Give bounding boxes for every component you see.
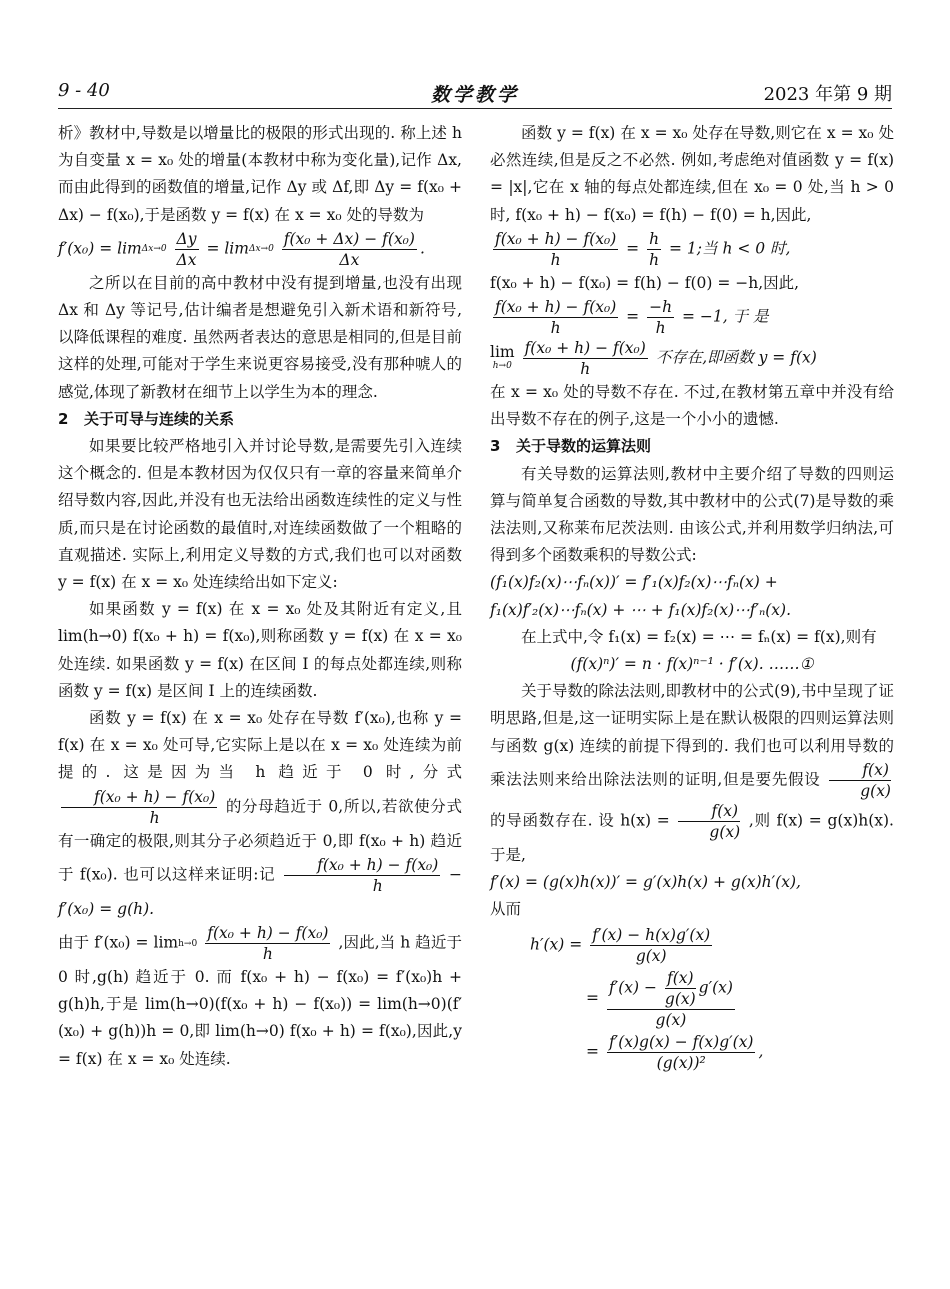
paragraph: 如果要比较严格地引入并讨论导数,是需要先引入连续这个概念的. 但是本教材因为仅仅只有一章的容量来简单介绍导数内容,因此,并没有也无法给出函数连续性的定义与性质,而只是在讨论函数的最值时,对连续函数做了一个粗略的直观描述. 实际上,利用定义导数的方式,我们也可以对函数 y = f(x) 在 x = x₀ 处连续给出如下定义: bbox=[58, 437, 462, 592]
equation-line: $\frac{\text{f(x₀ + h) − f(x₀)}}{h}$ = $\frac{h}{h}$ = 1;当 h < 0 时, bbox=[495, 229, 791, 269]
section-heading: 3 关于导数的运算法则 bbox=[490, 437, 652, 456]
journal-title: 数学教学 bbox=[430, 84, 519, 106]
paragraph: f(x₀ + h) − f(x₀) = f(h) − f(0) = −h,因此, bbox=[490, 273, 800, 292]
paragraph: 如果函数 y = f(x) 在 x = x₀ 处及其附近有定义,且 lim(h→0) f(x₀ + h) = f(x₀),则称函数 y = f(x) 在 x = x₀ 处连续. 如果函数 y = f(x) 在区间 I 的每点处都连续,则称函数 y = f(x) 是区间 I 上的连续函数. bbox=[58, 600, 462, 700]
power-formula: (f(x)ⁿ)′ = n · f(x)ⁿ⁻¹ · f′(x). ……① bbox=[570, 655, 814, 674]
paragraph: 由于 f′(x₀) = lim h→0 $\frac{\text{f(x₀ + h) − f(x₀)}}{h}$ ,因此,当 h 趋近于 0 时,g(h) 趋近于 0. 而 f(x₀ + h) − f(x₀) = f′(x₀)h + g(h)h,于是 lim(h→0)(f(x₀ + h) − f(x₀)) = lim(h→0)(f′(x₀) + g(h))h = 0,即 lim(h→0) f(x₀ + h) = f(x₀),因此,y = f(x) 在 x = x₀ 处连续. bbox=[58, 924, 462, 1068]
paragraph: 函数 y = f(x) 在 x = x₀ 处存在导数,则它在 x = x₀ 处必然连续,但是反之不必然. 例如,考虑绝对值函数 y = f(x) = |x|,它在 x 轴的每点处都连续,但在 x₀ = 0 处,当 h > 0 时, f(x₀ + h) − f(x₀) = f(h) − f(0) = h,因此, bbox=[490, 124, 894, 224]
product-rule-equation: f′(x) = (g(x)h(x))′ = g′(x)h(x) + g(x)h′(x), bbox=[490, 873, 801, 892]
page-number: 9 - 40 bbox=[58, 80, 110, 101]
paragraph: 之所以在目前的高中教材中没有提到增量,也没有出现 Δx 和 Δy 等记号,估计编者是想避免引入新术语和新符号,以降低课程的难度. 虽然两者表达的意思是相同的,但是目前这样的处理,可能对于学生来说更容易接受,没有那种唬人的感觉,体现了新教材在细节上以学生为本的理念. bbox=[58, 273, 462, 401]
derivative-definition-equation: f′(x₀) = lim Δx→0 $\frac{\Delta y}{\Delta x}$ = lim Δx→0 $\frac{\text{f(x₀ + Δx) − f(x₀)}}{\Delta x}$ . bbox=[58, 229, 425, 269]
section-heading: 2 关于可导与连续的关系 bbox=[58, 409, 235, 428]
paragraph: 关于导数的除法法则,即教材中的公式(9),书中呈现了证明思路,但是,这一证明实际上是在默认极限的四则运算法则与函数 g(x) 连续的前提下得到的. 我们也可以利用导数的乘法法则来给出除法法则的证明,但是要先假设 $\frac{f(x)}{g(x)}$ 的导函数存在. 设 h(x) = $\frac{f(x)}{g(x)}$ ,则 f(x) = g(x)h(x). 于是, bbox=[490, 682, 894, 864]
left-column bbox=[58, 120, 462, 1073]
equation-line: lim h→0 $\frac{\text{f(x₀ + h) − f(x₀)}}{h}$ 不存在,即函数 y = f(x) bbox=[490, 339, 817, 379]
page-header bbox=[58, 78, 892, 109]
paragraph: 在上式中,令 f₁(x) = f₂(x) = ⋯ = fₙ(x) = f(x),则有 bbox=[521, 627, 877, 646]
right-column bbox=[490, 120, 894, 1075]
product-formula-line: (f₁(x)f₂(x)⋯fₙ(x))′ = f′₁(x)f₂(x)⋯fₙ(x) + bbox=[490, 573, 778, 592]
paragraph: 有关导数的运算法则,教材中主要介绍了导数的四则运算与简单复合函数的导数,其中教材中的公式(7)是导数的乘法法则,又称莱布尼茨法则. 由该公式,并利用数学归纳法,可得到多个函数乘积的导数公式: bbox=[490, 464, 894, 565]
product-formula-line: f₁(x)f′₂(x)⋯fₙ(x) + ⋯ + f₁(x)f₂(x)⋯f′ₙ(x). bbox=[490, 600, 792, 619]
issue-label: 2023 年第 9 期 bbox=[763, 84, 892, 105]
paragraph: 从而 bbox=[490, 900, 522, 919]
paragraph: 析》教材中,导数是以增量比的极限的形式出现的. 称上述 h 为自变量 x = x₀ 处的增量(本教材中称为变化量),记作 Δx,而由此得到的函数值的增量,记作 Δy 或 Δf,即 Δy = f(x₀ + Δx) − f(x₀),于是函数 y = f(x) 在 x = x₀ 处的导数为 bbox=[58, 124, 462, 224]
paragraph: 在 x = x₀ 处的导数不存在. 不过,在教材第五章中并没有给出导数不存在的例子,这是一个小小的遗憾. bbox=[490, 383, 894, 429]
paragraph: 函数 y = f(x) 在 x = x₀ 处存在导数 f′(x₀),也称 y = f(x) 在 x = x₀ 处可导,它实际上是以在 x = x₀ 处连续为前提的. 这是因为当 h 趋近于 0 时,分式 $\frac{\text{f(x₀ + h) − f(x₀)}}{h}$ 的分母趋近于 0,所以,若欲使分式有一确定的极限,则其分子必须趋近于 0,即 f(x₀ + h) 趋近于 f(x₀). 也可以这样来证明:记 $\frac{\text{f(x₀ + h) − f(x₀)}}{h}$ − f′(x₀) = g(h). bbox=[58, 709, 462, 918]
equation-line: $\frac{\text{f(x₀ + h) − f(x₀)}}{h}$ = $\frac{-h}{h}$ = −1, 于 是 bbox=[495, 298, 769, 338]
quotient-derivation: h′(x) = $\frac{f'(x) - h(x)g'(x)}{g(x)}$ = f′(x) − $\frac{f(x)}{g(x)}$ g′(x) g(x) = $\frac{f'(x)g(x) - f(x)g'(x)}{\text{(g(x))²}}$ , bbox=[530, 926, 764, 1073]
